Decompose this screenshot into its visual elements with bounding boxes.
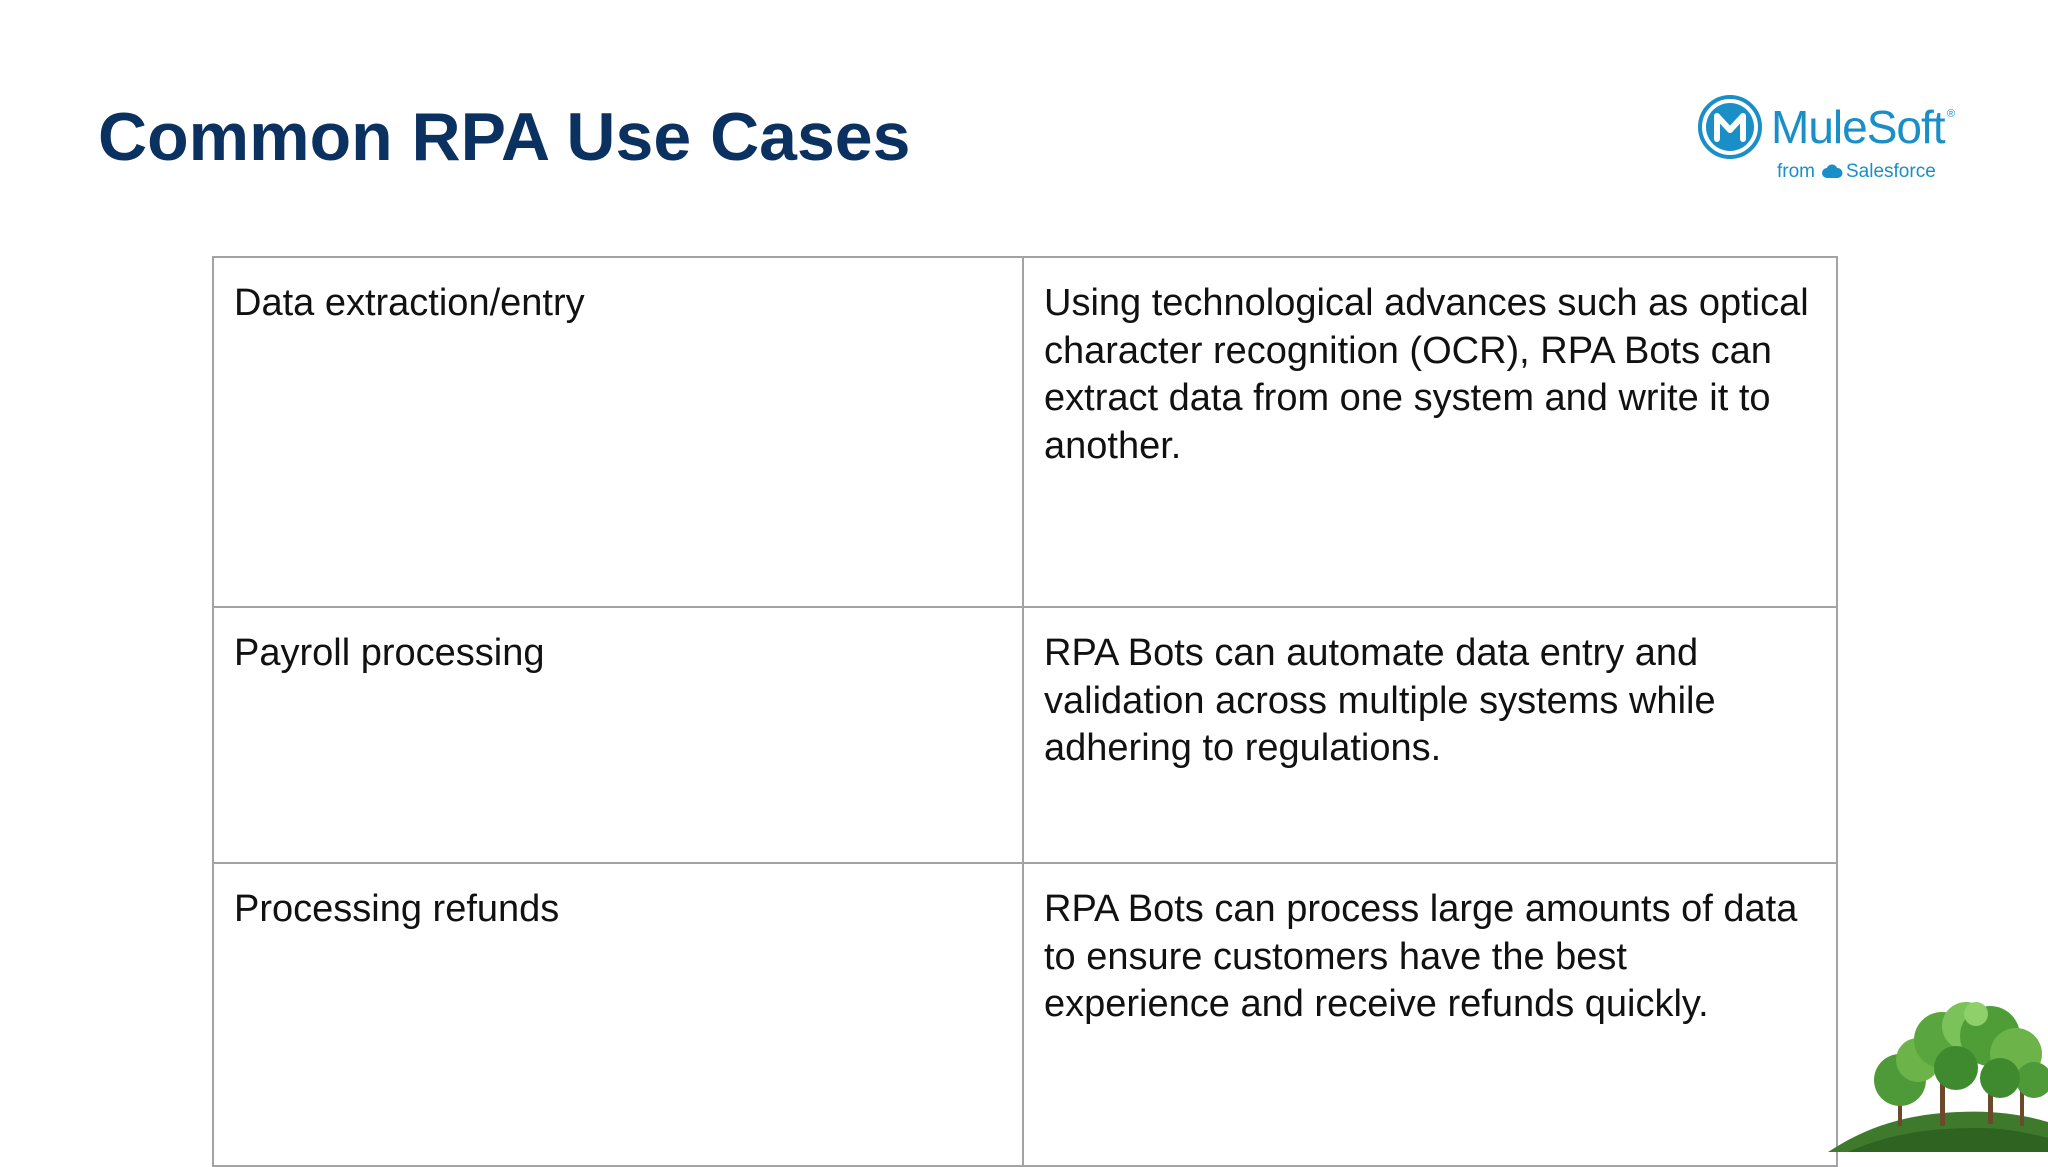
- mulesoft-logo: [1695, 92, 1955, 188]
- use-case-cell: Payroll processing: [213, 607, 1023, 863]
- trees-illustration: [1828, 996, 2048, 1152]
- description-cell: RPA Bots can process large amounts of data to ensure customers have the best experience and receive refunds quickly.: [1023, 863, 1837, 1166]
- description-cell: Using technological advances such as optical character recognition (OCR), RPA Bots can extract data from one system and write it to another.: [1023, 257, 1837, 607]
- table-row: [213, 257, 1837, 607]
- use-case-table: [212, 256, 1838, 1167]
- mulesoft-m-icon: [1697, 94, 1763, 160]
- logo-parent-brand: Salesforce: [1846, 161, 1936, 182]
- registered-mark: ®: [1947, 108, 1956, 120]
- description-cell: RPA Bots can automate data entry and validation across multiple systems while adhering to regulations.: [1023, 607, 1837, 863]
- slide-title: Common RPA Use Cases: [98, 99, 911, 175]
- logo-from-label: from: [1777, 161, 1815, 182]
- logo-tagline: [1777, 160, 1936, 184]
- use-case-cell: Processing refunds: [213, 863, 1023, 1166]
- table-row: [213, 863, 1837, 1166]
- table-row: [213, 607, 1837, 863]
- use-case-cell: Data extraction/entry: [213, 257, 1023, 607]
- logo-wordmark: MuleSoft: [1771, 101, 1945, 153]
- salesforce-cloud-icon: [1820, 164, 1844, 180]
